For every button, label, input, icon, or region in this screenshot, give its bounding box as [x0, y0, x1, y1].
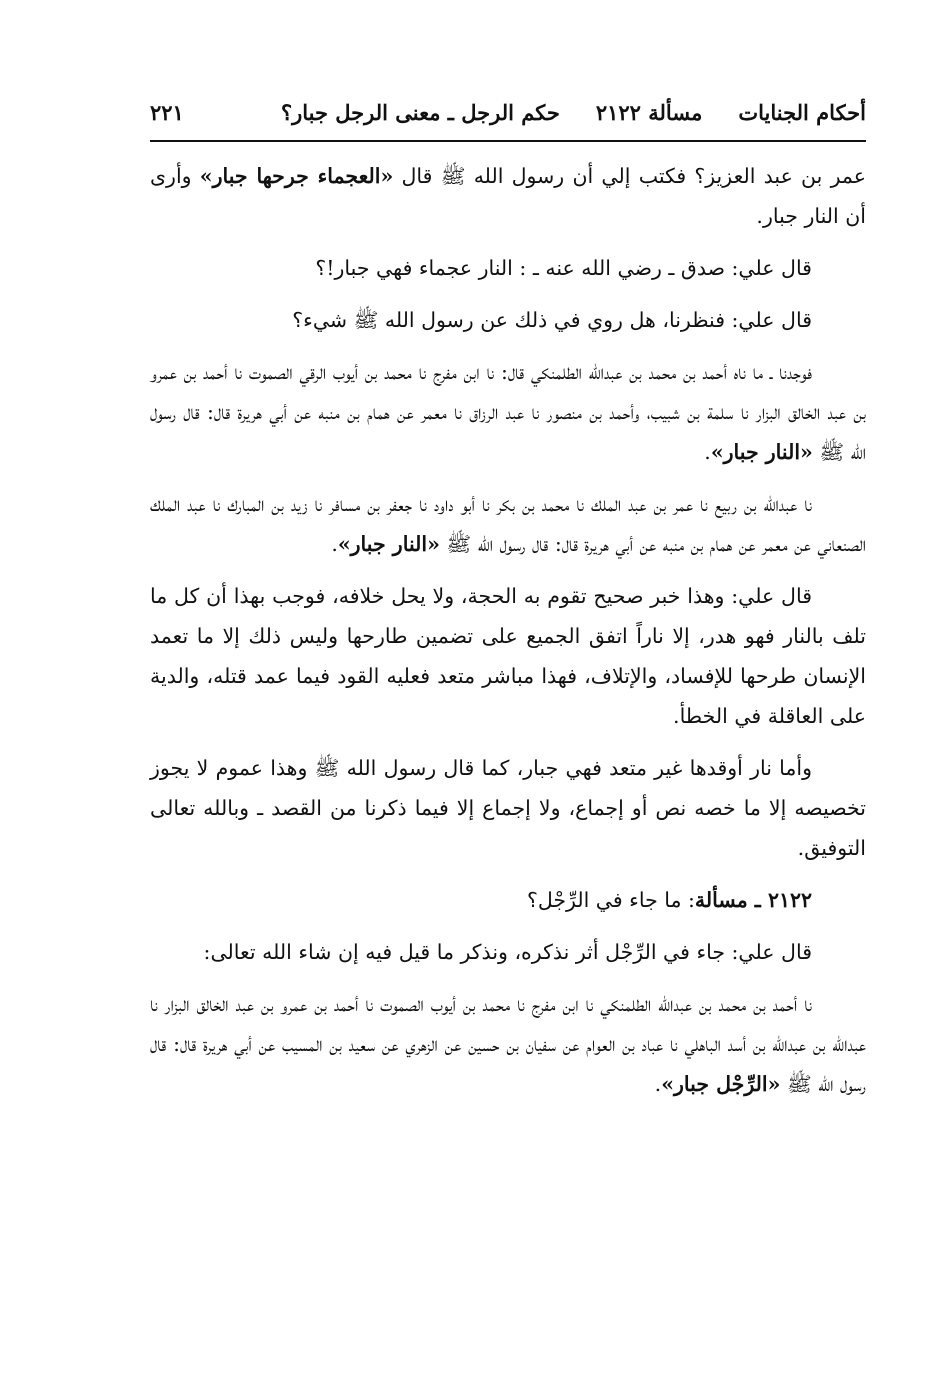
paragraph: [150, 156, 866, 236]
paragraph: [150, 880, 866, 920]
text-segment: نا عبدالله بن ربيع نا عمر بن عبد الملك نا محمد بن بكر نا أبو داود نا جعفر بن مسافر نا زيد بن المبارك نا عبد الملك الصنعاني عن معمر عن همام بن منبه عن أبي هريرة قال: قال رسول الله ﷺ: [150, 492, 866, 556]
bold-text-segment: «النار جبار»: [710, 440, 813, 464]
paragraph: [150, 484, 866, 564]
paragraph: [150, 248, 866, 288]
bold-text-segment: «العجماء جرحها جبار»: [199, 164, 394, 188]
paragraph: [150, 984, 866, 1104]
text-segment: .: [654, 1072, 662, 1096]
running-header: [150, 100, 866, 140]
text-segment: .: [704, 440, 711, 464]
paragraph: [150, 932, 866, 972]
header-issue-number: مسألة ٢١٢٢: [595, 100, 703, 125]
page-number: ٢٢١: [150, 100, 184, 125]
text-segment: .: [331, 532, 338, 556]
paragraph: [150, 748, 866, 868]
bold-text-segment: «الرِّجْل جبار»: [661, 1072, 781, 1096]
book-page: [150, 100, 866, 1116]
text-segment: قال علي: جاء في الرِّجْل أثر نذكره، ونذكر ما قيل فيه إن شاء الله تعالى:: [203, 940, 812, 964]
text-segment: قال علي: وهذا خبر صحيح تقوم به الحجة، ولا يحل خلافه، فوجب بهذا أن كل ما تلف بالنار فهو هدر، إلا ناراً اتفق الجميع على تضمين طارحها وليس ذلك إلا ما تعمد الإنسان طرحها للإفساد، والإتلاف، فهذا مباشر متعد فعليه القود فيما عمد قتله، والدية على العاقلة في الخطأ.: [150, 584, 866, 728]
paragraph: [150, 300, 866, 340]
text-segment: وأرى أن النار جبار.: [150, 164, 866, 228]
bold-text-segment: «النار جبار»: [337, 532, 440, 556]
text-segment: نا أحمد بن محمد بن عبدالله الطلمنكي نا ابن مفرج نا محمد بن أيوب الصموت نا أحمد بن عمرو بن عبد الخالق البزار نا عبدالله بن عبدالله بن أسد الباهلي نا عباد بن العوام عن سفيان بن حسين عن الزهري عن سعيد بن المسيب عن أبي هريرة قال: قال رسول الله ﷺ: [150, 992, 866, 1096]
paragraph: [150, 576, 866, 736]
header-book-title: أحكام الجنايات: [738, 100, 866, 125]
body-text: [150, 156, 866, 1104]
text-segment: قال علي: فنظرنا، هل روي في ذلك عن رسول الله ﷺ شيء؟: [292, 308, 812, 332]
text-segment: فوجدنا ـ ما ناه أحمد بن محمد بن عبدالله الطلمنكي قال: نا ابن مفرج نا محمد بن أيوب الرقي الصموت نا أحمد بن عمرو بن عبد الخالق البزار نا سلمة بن شبيب، وأحمد بن منصور نا عبد الرزاق نا معمر عن همام بن منبه عن أبي هريرة قال: قال رسول الله ﷺ: [150, 360, 866, 464]
paragraph: [150, 352, 866, 472]
text-segment: عمر بن عبد العزيز؟ فكتب إلي أن رسول الله ﷺ قال: [393, 164, 866, 188]
bold-text-segment: ٢١٢٢ ـ مسألة: [694, 888, 812, 912]
text-segment: قال علي: صدق ـ رضي الله عنه ـ : النار عجماء فهي جبار!؟: [315, 256, 812, 280]
text-segment: وأما نار أوقدها غير متعد فهي جبار، كما قال رسول الله ﷺ وهذا عموم لا يجوز تخصيصه إلا ما خصه نص أو إجماع، ولا إجماع إلا فيما ذكرنا من القصد ـ وبالله تعالى التوفيق.: [150, 756, 866, 860]
header-rule: [150, 140, 866, 142]
text-segment: : ما جاء في الرِّجْل؟: [526, 888, 695, 912]
header-section-title: حكم الرجل ـ معنى الرجل جبار؟: [280, 100, 560, 125]
